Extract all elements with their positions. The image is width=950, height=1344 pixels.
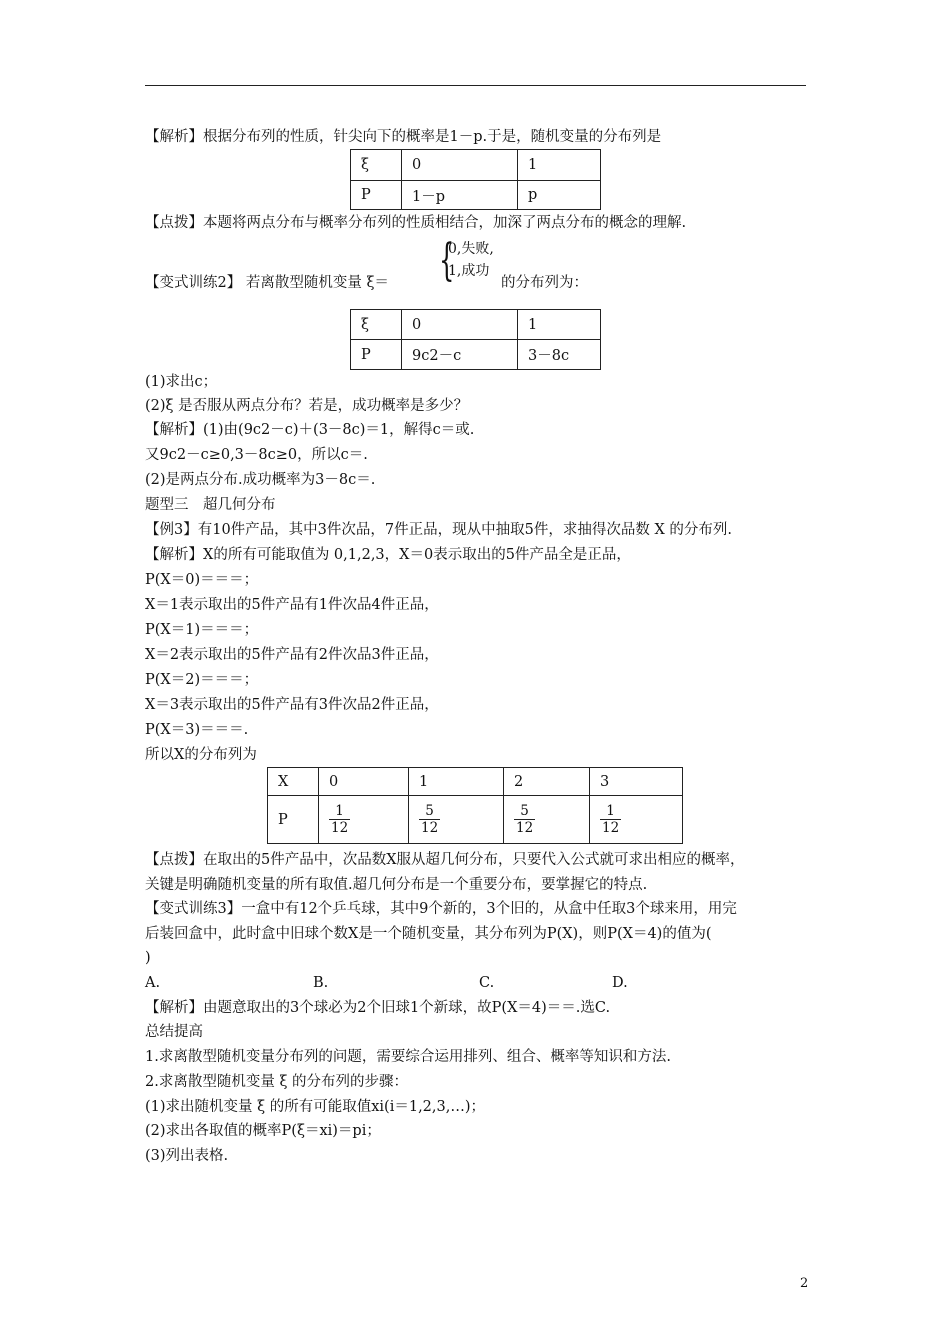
section-heading: 题型三 超几何分布 — [145, 497, 276, 513]
summary-line: (3)列出表格. — [145, 1148, 229, 1164]
table-cell: 0 — [319, 768, 409, 796]
table-cell: 9c2－c — [402, 340, 518, 370]
option-a: A. — [145, 975, 161, 991]
table-cell — [409, 796, 504, 844]
formula-line: P(X＝3)＝＝＝. — [145, 722, 249, 738]
formula-line: P(X＝0)＝＝＝； — [145, 572, 259, 588]
formula-line: P(X＝1)＝＝＝； — [145, 622, 259, 638]
option-b: B. — [313, 975, 329, 991]
table-cell: 1－p — [402, 181, 518, 210]
tip-paragraph: 【点拨】在取出的5件产品中，次品数X服从超几何分布，只要代入公式就可求出相应的概率， — [145, 852, 745, 868]
table-cell: ξ — [351, 150, 402, 181]
fraction: $\frac{5}{12}$ — [516, 803, 534, 836]
brace-case: 0,失败, — [448, 241, 494, 257]
exercise-3-stem: 【变式训练3】一盒中有12个乒乓球，其中9个新的，3个旧的，从盒中任取3个球来用，用完 — [145, 901, 737, 917]
table-cell: P — [351, 340, 402, 370]
analysis-line: 【解析】(1)由(9c2－c)＋(3－8c)＝1，解得c＝或. — [145, 422, 475, 438]
question-1: (1)求出c； — [145, 374, 218, 390]
table-cell: 1 — [409, 768, 504, 796]
analysis-line: X＝3表示取出的5件产品有3件次品2件正品， — [145, 697, 439, 713]
summary-line: (2)求出各取值的概率P(ξ＝xi)＝pi； — [145, 1123, 381, 1139]
page-number: 2 — [800, 1276, 809, 1291]
analysis-paragraph: 【解析】根据分布列的性质，针尖向下的概率是1－p.于是，随机变量的分布列是 — [145, 129, 662, 145]
two-point-table-1 — [350, 149, 601, 210]
table-cell: 1 — [518, 150, 601, 181]
header-rule — [145, 85, 806, 86]
exercise-3-stem: 后装回盒中，此时盒中旧球个数X是一个随机变量，其分布列为P(X)，则P(X＝4)的值为( — [145, 926, 712, 942]
fraction: $\frac{1}{12}$ — [602, 803, 620, 836]
analysis-line: 又9c2－c≥0,3－8c≥0，所以c＝. — [145, 447, 368, 463]
analysis-line: 【解析】X的所有可能取值为 0,1,2,3，X＝0表示取出的5件产品全是正品， — [145, 547, 631, 563]
table-cell: X — [268, 768, 319, 796]
example-3-stem: 【例3】有10件产品，其中3件次品，7件正品，现从中抽取5件，求抽得次品数 X 的分布列. — [145, 522, 732, 538]
piecewise-definition — [439, 235, 499, 290]
question-2: (2)ξ 是否服从两点分布？若是，成功概率是多少？ — [145, 398, 469, 414]
analysis-line: X＝1表示取出的5件产品有1件次品4件正品， — [145, 597, 439, 613]
exercise-2-stem: 【变式训练2】 若离散型随机变量 ξ＝ — [145, 275, 389, 291]
analysis-line: (2)是两点分布.成功概率为3－8c＝. — [145, 472, 376, 488]
analysis-line: X＝2表示取出的5件产品有2件次品3件正品， — [145, 647, 439, 663]
summary-line: 2.求离散型随机变量 ξ 的分布列的步骤： — [145, 1074, 409, 1090]
table-cell: 3－8c — [518, 340, 601, 370]
analysis-line: 所以X的分布列为 — [145, 747, 257, 763]
hypergeometric-table — [267, 767, 683, 844]
summary-line: (1)求出随机变量 ξ 的所有可能取值xi(i＝1,2,3,…)； — [145, 1099, 486, 1115]
table-cell: 0 — [402, 150, 518, 181]
table-cell: 3 — [590, 768, 683, 796]
table-cell: 0 — [402, 310, 518, 340]
exercise-2-stem-end: 的分布列为： — [501, 275, 588, 291]
table-cell — [590, 796, 683, 844]
analysis-line: 【解析】由题意取出的3个球必为2个旧球1个新球，故P(X＝4)＝＝.选C. — [145, 1000, 611, 1016]
section-heading: 总结提高 — [145, 1024, 203, 1040]
fraction: $\frac{1}{12}$ — [331, 803, 349, 836]
table-cell: P — [268, 796, 319, 844]
table-cell: 1 — [518, 310, 601, 340]
table-cell: p — [518, 181, 601, 210]
table-cell — [319, 796, 409, 844]
exercise-3-stem: ) — [145, 950, 151, 966]
table-cell: P — [351, 181, 402, 210]
table-cell: 2 — [504, 768, 590, 796]
left-brace: { — [439, 235, 455, 286]
option-d: D. — [612, 975, 628, 991]
two-point-table-2 — [350, 309, 601, 370]
summary-line: 1.求离散型随机变量分布列的问题，需要综合运用排列、组合、概率等知识和方法. — [145, 1049, 671, 1065]
formula-line: P(X＝2)＝＝＝； — [145, 672, 259, 688]
table-cell — [504, 796, 590, 844]
tip-paragraph: 【点拨】本题将两点分布与概率分布列的性质相结合，加深了两点分布的概念的理解. — [145, 215, 687, 231]
tip-paragraph: 关键是明确随机变量的所有取值.超几何分布是一个重要分布，要掌握它的特点. — [145, 877, 648, 893]
brace-case: 1,成功 — [448, 263, 490, 279]
table-cell: ξ — [351, 310, 402, 340]
fraction: $\frac{5}{12}$ — [421, 803, 439, 836]
option-c: C. — [479, 975, 495, 991]
